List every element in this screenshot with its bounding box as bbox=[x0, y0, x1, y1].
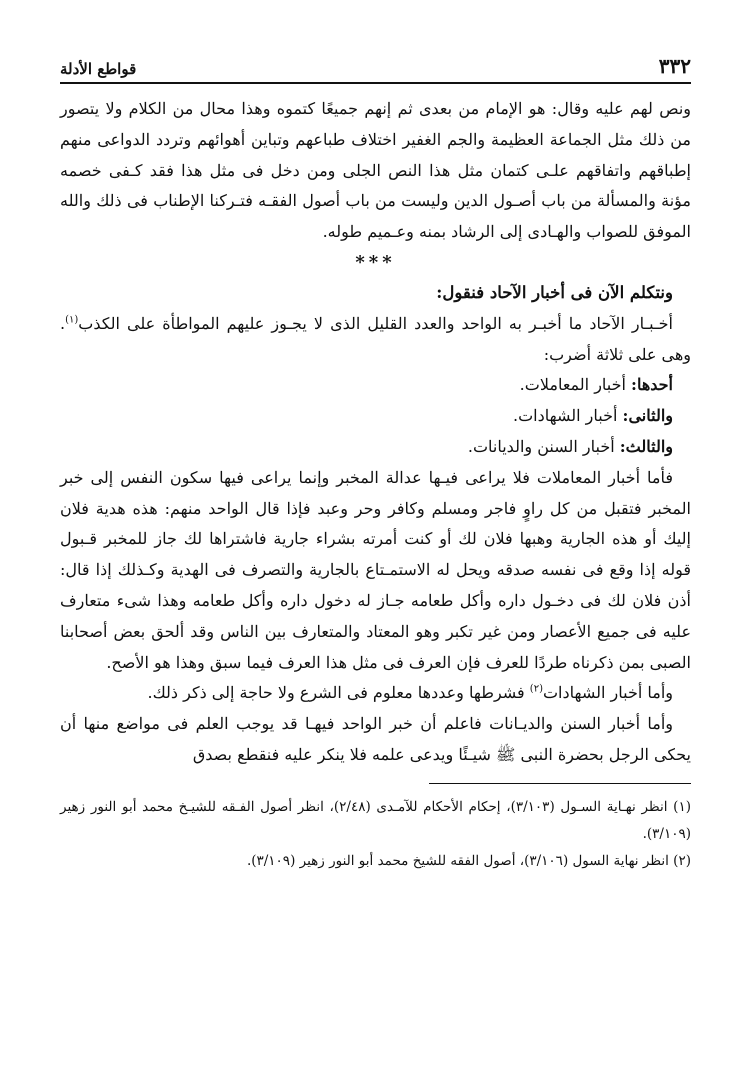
list-item-3-text: أخبار السنن والديانات. bbox=[467, 436, 615, 456]
paragraph-4-text: وأما أخبار الشهادات bbox=[542, 683, 673, 703]
running-title: قواطع الأدلة bbox=[60, 60, 137, 78]
page-number: ٣٣٢ bbox=[658, 54, 691, 78]
footnote-ref-2[interactable]: (٢) bbox=[529, 684, 543, 696]
paragraph-2-text: أخـبـار الآحاد ما أخبـر به الواحد والعدد القليل الذى لا يجـوز عليهم المواطأة على الكذب bbox=[78, 313, 673, 333]
list-item-2-label: والثانى: bbox=[622, 406, 673, 426]
section-heading: ونتكلم الآن فى أخبار الآحاد فنقول: bbox=[436, 282, 673, 302]
paragraph-2 bbox=[60, 309, 691, 371]
footnote-2: (٢) انظر نهاية السول (٣/١٠٦)، أصول الفقه للشيخ محمد أبو النور زهير (٣/١٠٩). bbox=[246, 852, 691, 869]
footnote-1: (١) انظر نهـاية السـول (٣/١٠٣)، إحكام الأحكام للآمـدى (٢/٤٨)، انظر أصول الفـقه للشيـخ محمد أبو النور زهير (٣/١٠٩). bbox=[60, 798, 691, 842]
list-item-3 bbox=[60, 432, 691, 463]
footnote-divider bbox=[429, 783, 691, 784]
paragraph-1: ونص لهم عليه وقال: هو الإمام من بعدى ثم إنهم جميعًا كتموه وهذا محال من الكلام ولا يتصور من ذلك مثل الجماعة العظيمة والجم الغفير اختلاف طباعهم وتباين أهوائهم وتردد الدواعى منهم إطباقهم واتفاقهم علـى كتمان مثل هذا النص الجلى ومن دخل فى مثل هذا فقد كـفى خصمه مؤنة والمسألة من باب أصـول الدين وليست من باب أصول الفقـه فتـركنا الإطناب فى ذلك والله الموفق للصواب والهـادى إلى الرشاد بمنه وعـميم طوله. bbox=[60, 99, 691, 242]
paragraph-3: فأما أخبار المعاملات فلا يراعى فيـها عدالة المخبر وإنما يراعى فيها سكون النفس إلى خبر المخبر فتقبل من كل راوٍ فاجر ومسلم وكافر وحر وعبد فإذا قال الواحد منهم: هذه هدية فلان إليك أو هذه الجارية وهبها فلان لك أو كنت أمرته بشراء جارية فاشتراها لك جاز للمخبر قـبول قوله إذا وقع فى نفسه صدقه ويحل له الاستمـتاع بالجارية والتصرف فى الهدية وكـذلك إذا قال: أذن فلان لك فى دخـول داره وأكل طعامه جـاز له دخول داره وأكل طعامه وهذا شىء متعارف عليه فى جميع الأعصار ومن غير تكبر وهو المعتاد والمتعارف بين الناس وقد ألحق بعض أصحابنا الصبى بمن ذكرناه طردًا للعرف فإن العرف فى مثل هذا العرف فيما سبق وهذا هو الأصح. bbox=[60, 467, 691, 672]
paragraph-4 bbox=[60, 678, 691, 709]
footnote-ref-1[interactable]: (١) bbox=[65, 314, 79, 326]
list-item-1 bbox=[60, 370, 691, 401]
page-header bbox=[60, 52, 691, 84]
paragraph-4-tail: فشرطها وعددها معلوم فى الشرع ولا حاجة إلى ذكر ذلك. bbox=[147, 683, 530, 703]
list-item-3-label: والثالث: bbox=[619, 436, 673, 456]
footnotes bbox=[60, 794, 691, 875]
list-item-2 bbox=[60, 401, 691, 432]
section-separator: *** bbox=[355, 251, 396, 273]
page-body bbox=[60, 94, 691, 771]
list-item-1-label: أحدها: bbox=[631, 375, 673, 395]
list-item-2-text: أخبار الشهادات. bbox=[513, 406, 618, 426]
list-item-1-text: أخبار المعاملات. bbox=[519, 375, 626, 395]
paragraph-5: وأما أخبار السنن والديـانات فاعلم أن خبر الواحد فيهـا قد يوجب العلم فى مواضع منها أن يحكى الرجل بحضرة النبى ﷺ شيـئًا ويدعى علمه فلا ينكر عليه فنقطع بصدق bbox=[60, 714, 691, 764]
paragraph-2-tail: . وهى على ثلاثة أضرب: bbox=[60, 313, 691, 364]
